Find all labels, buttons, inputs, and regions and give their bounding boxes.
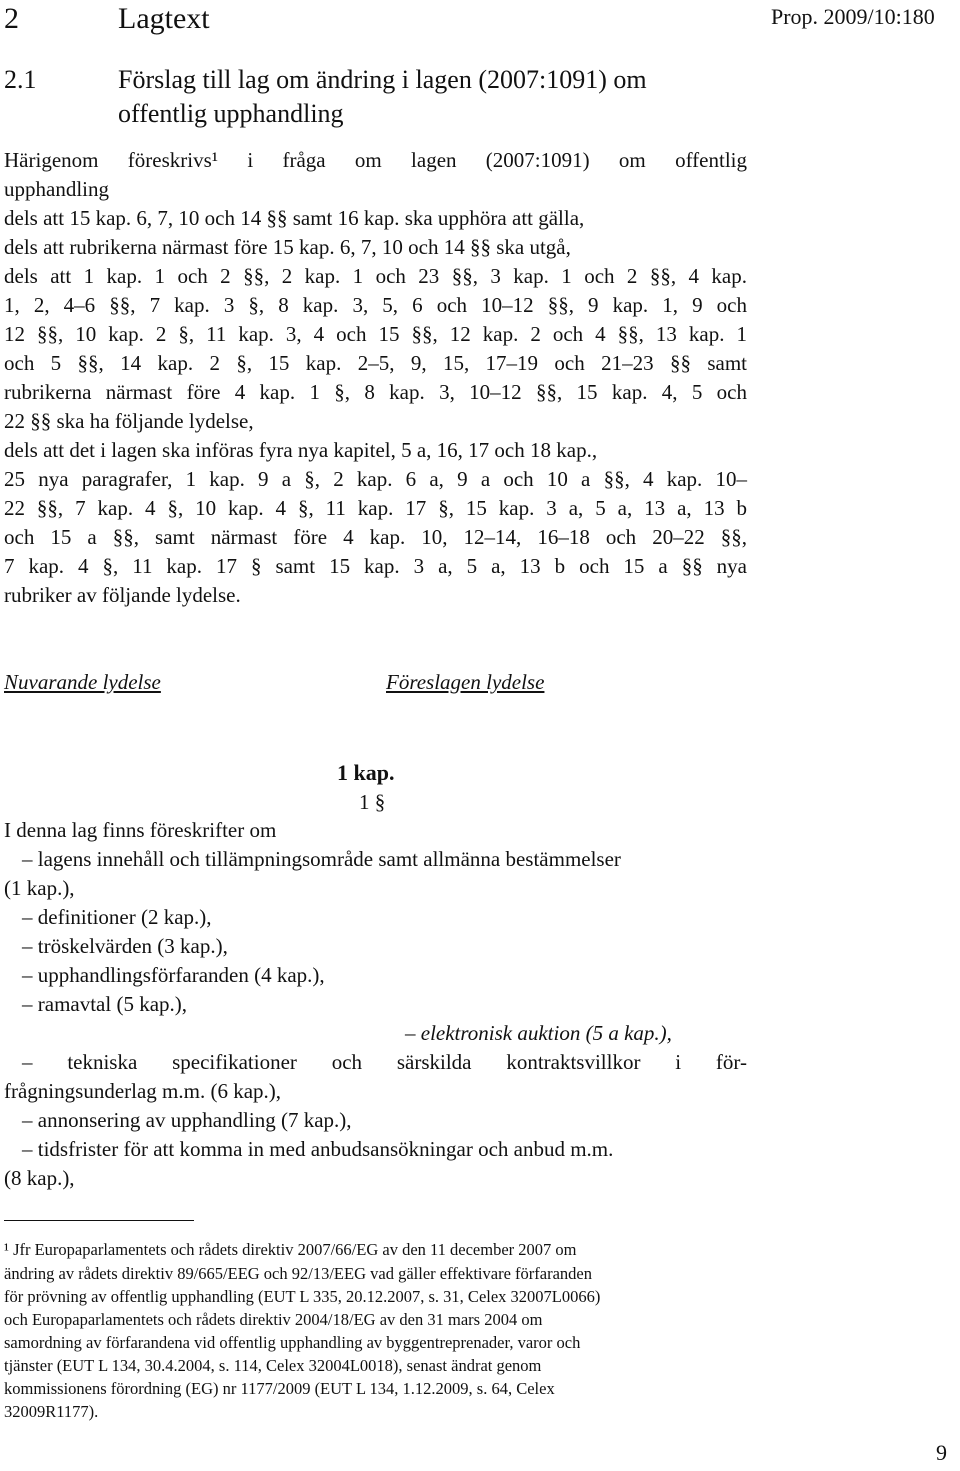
intro-line: Härigenom föreskrivs¹ i fråga om lagen (2007:1091) om offentlig (4, 148, 747, 172)
footnote-line: 32009R1177). (4, 1402, 99, 1421)
prop-reference: Prop. 2009/10:180 (771, 4, 935, 29)
intro-line: dels att 1 kap. 1 och 2 §§, 2 kap. 1 och 23 §§, 3 kap. 1 och 2 §§, 4 kap. (4, 264, 747, 288)
intro-line: 22 §§, 7 kap. 4 §, 10 kap. 4 §, 11 kap. 17 §, 15 kap. 3 a, 5 a, 13 a, 13 b (4, 496, 747, 520)
intro-line: 1, 2, 4–6 §§, 7 kap. 3 §, 8 kap. 3, 5, 6 och 10–12 §§, 9 kap. 1, 9 och (4, 293, 747, 317)
footnote-line: ändring av rådets direktiv 89/665/EEG och 92/13/EEG vad gäller effektivare förfaranden (4, 1264, 592, 1283)
footnote-line: tjänster (EUT L 134, 30.4.2004, s. 114, Celex 32004L0018), senast ändrat genom (4, 1356, 542, 1375)
footnote-line: kommissionens förordning (EG) nr 1177/2009 (EUT L 134, 1.12.2009, s. 64, Celex (4, 1379, 555, 1398)
law-line: – tröskelvärden (3 kap.), (22, 934, 228, 958)
law-line: I denna lag finns föreskrifter om (4, 818, 277, 842)
footnote-line: för prövning av offentlig upphandling (EUT L 335, 20.12.2007, s. 31, Celex 32007L0066) (4, 1287, 601, 1306)
intro-line: upphandling (4, 177, 109, 201)
law-line: (1 kap.), (4, 876, 75, 900)
law-line: – definitioner (2 kap.), (22, 905, 212, 929)
intro-line: 7 kap. 4 §, 11 kap. 17 § samt 15 kap. 3 a, 5 a, 13 b och 15 a §§ nya (4, 554, 747, 578)
law-line: – tidsfrister för att komma in med anbudsansökningar och anbud m.m. (22, 1137, 614, 1161)
intro-line: dels att 15 kap. 6, 7, 10 och 14 §§ samt 16 kap. ska upphöra att gälla, (4, 206, 585, 230)
page-number: 9 (936, 1440, 947, 1465)
footnote-separator (4, 1220, 194, 1221)
law-line: – annonsering av upphandling (7 kap.), (22, 1108, 352, 1132)
law-line-proposed-addition: – elektronisk auktion (5 a kap.), (405, 1021, 672, 1045)
column-header-current: Nuvarande lydelse (4, 670, 161, 694)
intro-line: dels att det i lagen ska införas fyra nya kapitel, 5 a, 16, 17 och 18 kap., (4, 438, 598, 462)
section-number: 2.1 (4, 65, 37, 94)
law-line: – ramavtal (5 kap.), (22, 992, 188, 1016)
law-line: – lagens innehåll och tillämpningsområde samt allmänna bestämmelser (22, 847, 621, 871)
column-header-proposed: Föreslagen lydelse (386, 670, 545, 694)
intro-line: och 15 a §§, samt närmast före 4 kap. 10, 12–14, 16–18 och 20–22 §§, (4, 525, 747, 549)
intro-line: rubriker av följande lydelse. (4, 583, 241, 607)
intro-line: dels att rubrikerna närmast före 15 kap. 6, 7, 10 och 14 §§ ska utgå, (4, 235, 571, 259)
law-paragraph-number: 1 § (359, 790, 386, 814)
law-line: (8 kap.), (4, 1166, 75, 1190)
law-line: – upphandlingsförfaranden (4 kap.), (22, 963, 325, 987)
law-line: – tekniska specifikationer och särskilda kontraktsvillkor i för- (22, 1050, 747, 1074)
intro-line: 22 §§ ska ha följande lydelse, (4, 409, 254, 433)
intro-line: och 5 §§, 14 kap. 2 §, 15 kap. 2–5, 9, 15, 17–19 och 21–23 §§ samt (4, 351, 747, 375)
law-line: frågningsunderlag m.m. (6 kap.), (4, 1079, 282, 1103)
footnote-line: samordning av förfarandena vid offentlig upphandling av byggentreprenader, varor och (4, 1333, 581, 1352)
chapter-title: Lagtext (118, 2, 210, 35)
footnote-line: och Europaparlamentets och rådets direktiv 2004/18/EG av den 31 mars 2004 om (4, 1310, 543, 1329)
intro-line: rubrikerna närmast före 4 kap. 1 §, 8 kap. 3, 10–12 §§, 15 kap. 4, 5 och (4, 380, 747, 404)
intro-line: 12 §§, 10 kap. 2 §, 11 kap. 3, 4 och 15 §§, 12 kap. 2 och 4 §§, 13 kap. 1 (4, 322, 747, 346)
law-chapter-heading: 1 kap. (337, 760, 395, 785)
chapter-number: 2 (4, 2, 19, 35)
intro-line: 25 nya paragrafer, 1 kap. 9 a §, 2 kap. 6 a, 9 a och 10 a §§, 4 kap. 10– (4, 467, 747, 491)
section-title-line-1: Förslag till lag om ändring i lagen (2007:1091) om (118, 65, 647, 94)
section-title-line-2: offentlig upphandling (118, 99, 344, 128)
footnote-line: ¹ Jfr Europaparlamentets och rådets direktiv 2007/66/EG av den 11 december 2007 om (4, 1240, 577, 1259)
